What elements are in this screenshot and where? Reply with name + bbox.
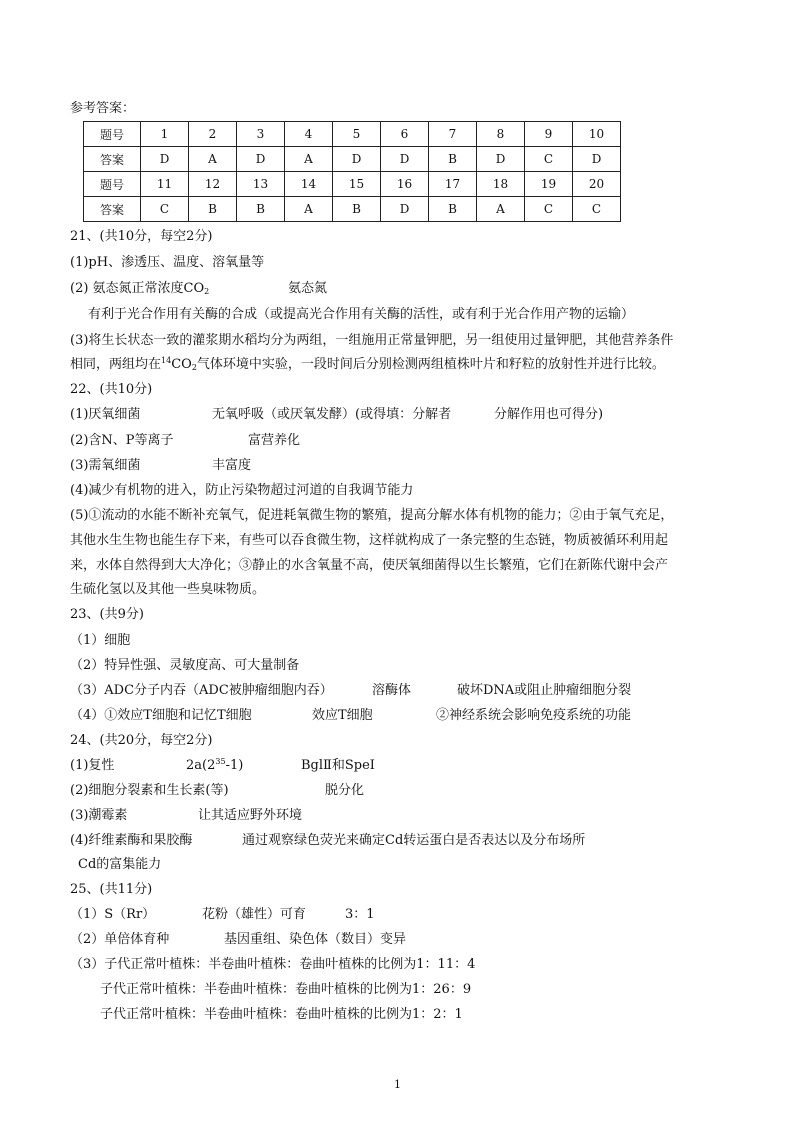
q22-line-7: 来，水体自然得到大大净化；③静止的水含氧量不高，使厌氧细菌得以生长繁殖，它们在新陈代谢中会产 <box>70 558 669 573</box>
q25-line-5: 子代正常叶植株：半卷曲叶植株：卷曲叶植株的比例为1：2：1 <box>100 1007 463 1022</box>
table-cell: 5 <box>333 122 381 147</box>
table-cell: 13 <box>237 172 285 197</box>
q21-line-3: 有利于光合作用有关酶的合成（或提高光合作用有关酶的活性，或有利于光合作用产物的运输） <box>88 307 635 322</box>
q21-line-2-part-a: (2) 氨态氮正常浓度$CO_2$ <box>70 281 210 296</box>
table-cell: D <box>141 147 189 172</box>
table-cell: 20 <box>573 172 621 197</box>
answer-table <box>83 121 621 222</box>
q25-title: 25、(共11分) <box>70 882 153 897</box>
table-cell: 6 <box>381 122 429 147</box>
table-cell: A <box>285 147 333 172</box>
table-row <box>84 122 621 147</box>
table-cell: A <box>189 147 237 172</box>
table-cell: A <box>285 197 333 222</box>
table-row-header: 题号 <box>84 122 141 147</box>
table-row <box>84 197 621 222</box>
table-cell: B <box>189 197 237 222</box>
table-cell: D <box>381 147 429 172</box>
q22-line-8: 生硫化氢以及其他一些臭味物质。 <box>70 582 266 597</box>
table-cell: 19 <box>525 172 573 197</box>
table-cell: B <box>333 197 381 222</box>
table-cell: D <box>573 147 621 172</box>
q21-line-5: 相同，两组均在$^{14}CO_2$气体环境中实验，一段时间后分别检测两组植株叶片和籽粒的放射性并进行比较。 <box>70 356 665 372</box>
table-cell: D <box>237 147 285 172</box>
q24-line-1: (1)复性 $2a(2^{35}-1)$ BglⅡ和SpeⅠ <box>70 757 375 773</box>
q22-line-2: (2)含N、P等离子 富营养化 <box>70 433 301 448</box>
q25-line-1: （1）S（Rr） 花粉（雄性）可育 3：1 <box>70 907 375 922</box>
q22-line-6: 其他水生生物也能生存下来，有些可以吞食微生物，这样就构成了一条完整的生态链，物质被循环利用起 <box>70 533 669 548</box>
table-cell: A <box>477 197 525 222</box>
q22-line-3: (3)需氧细菌 丰富度 <box>70 458 252 473</box>
q22-title: 22、(共10分) <box>70 382 153 397</box>
q24-line-2: (2)细胞分裂素和生长素(等) 脱分化 <box>70 783 365 798</box>
table-row-header: 题号 <box>84 172 141 197</box>
table-cell: 9 <box>525 122 573 147</box>
table-cell: 18 <box>477 172 525 197</box>
q21-line-2-part-b: 氨态氮 <box>288 281 328 296</box>
q23-line-3: （3）ADC分子内吞（ADC被肿瘤细胞内吞） 溶酶体 破坏DNA或阻止肿瘤细胞分裂 <box>70 683 632 698</box>
table-cell: 16 <box>381 172 429 197</box>
table-cell: C <box>525 197 573 222</box>
table-cell: D <box>381 197 429 222</box>
answer-heading: 参考答案： <box>70 101 136 116</box>
q23-title: 23、(共9分) <box>70 607 144 622</box>
table-cell: 8 <box>477 122 525 147</box>
table-cell: D <box>333 147 381 172</box>
table-cell: 15 <box>333 172 381 197</box>
table-cell: C <box>525 147 573 172</box>
q24-line-5: Cd的富集能力 <box>78 857 162 872</box>
q21-title: 21、(共10分，每空2分) <box>70 229 213 244</box>
q25-line-2: （2）单倍体育种 基因重组、染色体（数目）变异 <box>70 932 407 947</box>
q24-line-3: (3)潮霉素 让其适应野外环境 <box>70 808 303 823</box>
table-cell: 7 <box>429 122 477 147</box>
q23-line-2: （2）特异性强、灵敏度高、可大量制备 <box>70 658 300 673</box>
table-cell: B <box>429 147 477 172</box>
page-number: 1 <box>394 1078 401 1091</box>
table-cell: 10 <box>573 122 621 147</box>
table-row <box>84 147 621 172</box>
q21-line-2 <box>70 280 327 298</box>
q22-line-1: (1)厌氧细菌 无氧呼吸（或厌氧发酵）(或得填：分解者 分解作用也可得分) <box>70 407 604 422</box>
q21-line-1: (1)pH、渗透压、温度、溶氧量等 <box>70 255 265 270</box>
q24-line-4: (4)纤维素酶和果胶酶 通过观察绿色荧光来确定Cd转运蛋白是否表达以及分布场所 <box>70 833 586 848</box>
table-row-header: 答案 <box>84 147 141 172</box>
q24-title: 24、(共20分，每空2分) <box>70 733 213 748</box>
table-cell: D <box>477 147 525 172</box>
table-cell: C <box>141 197 189 222</box>
q23-line-4: （4）①效应T细胞和记忆T细胞 效应T细胞 ②神经系统会影响免疫系统的功能 <box>70 708 632 723</box>
table-cell: 17 <box>429 172 477 197</box>
table-cell: 3 <box>237 122 285 147</box>
table-cell: 1 <box>141 122 189 147</box>
q22-line-5: (5)①流动的水能不断补充氧气，促进耗氧微生物的繁殖，提高分解水体有机物的能力；②由于氧气充足， <box>70 508 674 523</box>
table-cell: 12 <box>189 172 237 197</box>
table-cell: B <box>429 197 477 222</box>
table-cell: 14 <box>285 172 333 197</box>
q25-line-3: （3）子代正常叶植株：半卷曲叶植株：卷曲叶植株的比例为1：11：4 <box>70 957 476 972</box>
table-row <box>84 172 621 197</box>
q21-line-4: (3)将生长状态一致的灌浆期水稻均分为两组，一组施用正常量钾肥，另一组使用过量钾肥，其他营养条件 <box>70 333 674 348</box>
table-cell: B <box>237 197 285 222</box>
table-cell: C <box>573 197 621 222</box>
q22-line-4: (4)减少有机物的进入，防止污染物超过河道的自我调节能力 <box>70 483 414 498</box>
table-cell: 11 <box>141 172 189 197</box>
table-cell: 4 <box>285 122 333 147</box>
table-cell: 2 <box>189 122 237 147</box>
q25-line-4: 子代正常叶植株：半卷曲叶植株：卷曲叶植株的比例为1：26：9 <box>100 982 472 997</box>
table-row-header: 答案 <box>84 197 141 222</box>
q23-line-1: （1）细胞 <box>70 633 131 648</box>
